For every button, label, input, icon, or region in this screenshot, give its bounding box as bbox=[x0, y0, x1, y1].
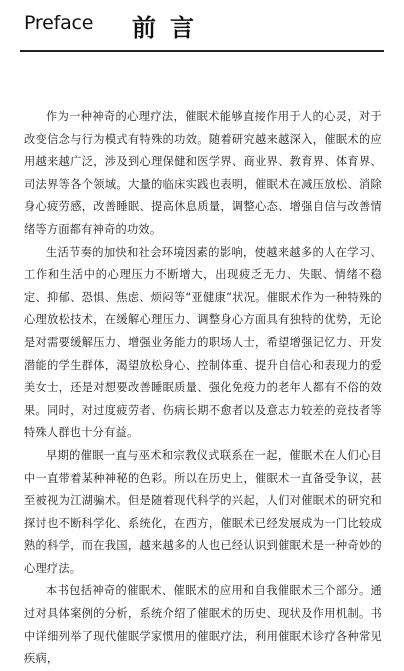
paragraph-1: 作为一种神奇的心理疗法，催眠术能够直接作用于人的心灵，对于改变信念与行为模式有特殊的功效。随着研究越来越深入，催眠术的应用越来越广泛，涉及到心理保健和医学界、商业界、教育界、体育界、司法界等各个领域。大量的临床实践也表明，催眠术在减压放松、消除身心疲劳感，改善睡眠、提高休息质量，调整心态、增强自信与改善情绪等方面都有神奇的功效。 bbox=[24, 110, 382, 236]
header-divider bbox=[20, 50, 384, 52]
paragraph-3: 早期的催眠一直与巫术和宗教仪式联系在一起，催眠术在人们心目中一直带着某种神秘的色彩。所以在历史上，催眠术一直备受争议，甚至被视为江湖骗术。但是随着现代科学的兴起，人们对催眠术的研究和探讨也不断科学化、系统化，在西方，催眠术已经发展成为一门比较成熟的科学，而在我国，越来越多的人也已经认识到催眠术是一种奇妙的心理疗法。 bbox=[24, 448, 382, 575]
page-header bbox=[24, 8, 384, 44]
paragraph-4: 本书包括神奇的催眠术、催眠术的应用和自我催眠术三个部分。通过对具体案例的分析，系统介绍了催眠术的历史、现状及作用机制。书中详细列举了现代催眠学家惯用的催眠疗法，利用催眠术诊疗各种常见疾病， bbox=[24, 584, 382, 666]
preface-body bbox=[24, 106, 382, 671]
header-title-chinese: 前言 bbox=[132, 14, 208, 42]
paragraph-2: 生活节奏的加快和社会环境因素的影响，使越来越多的人在学习、工作和生活中的心理压力不断增大，出现疲乏无力、失眠、情绪不稳定、抑郁、恐惧、焦虑、烦闷等“亚健康”状况。催眠术作为一种特殊的心理放松技术，在缓解心理压力、调整身心方面具有独特的优势，无论是对需要缓解压力、增强业务能力的职场人士，希望增强记忆力、开发潜能的学生群体，渴望放松身心、控制体重、提升自信心和表现力的爱美女士，还是对想要改善睡眠质量、强化免疫力的老年人都有不俗的效果。同时，对过度疲劳者、伤病长期不愈者以及意志力较差的竞技者等特殊人群也十分有益。 bbox=[24, 245, 382, 440]
header-title-english: Preface bbox=[24, 12, 94, 34]
